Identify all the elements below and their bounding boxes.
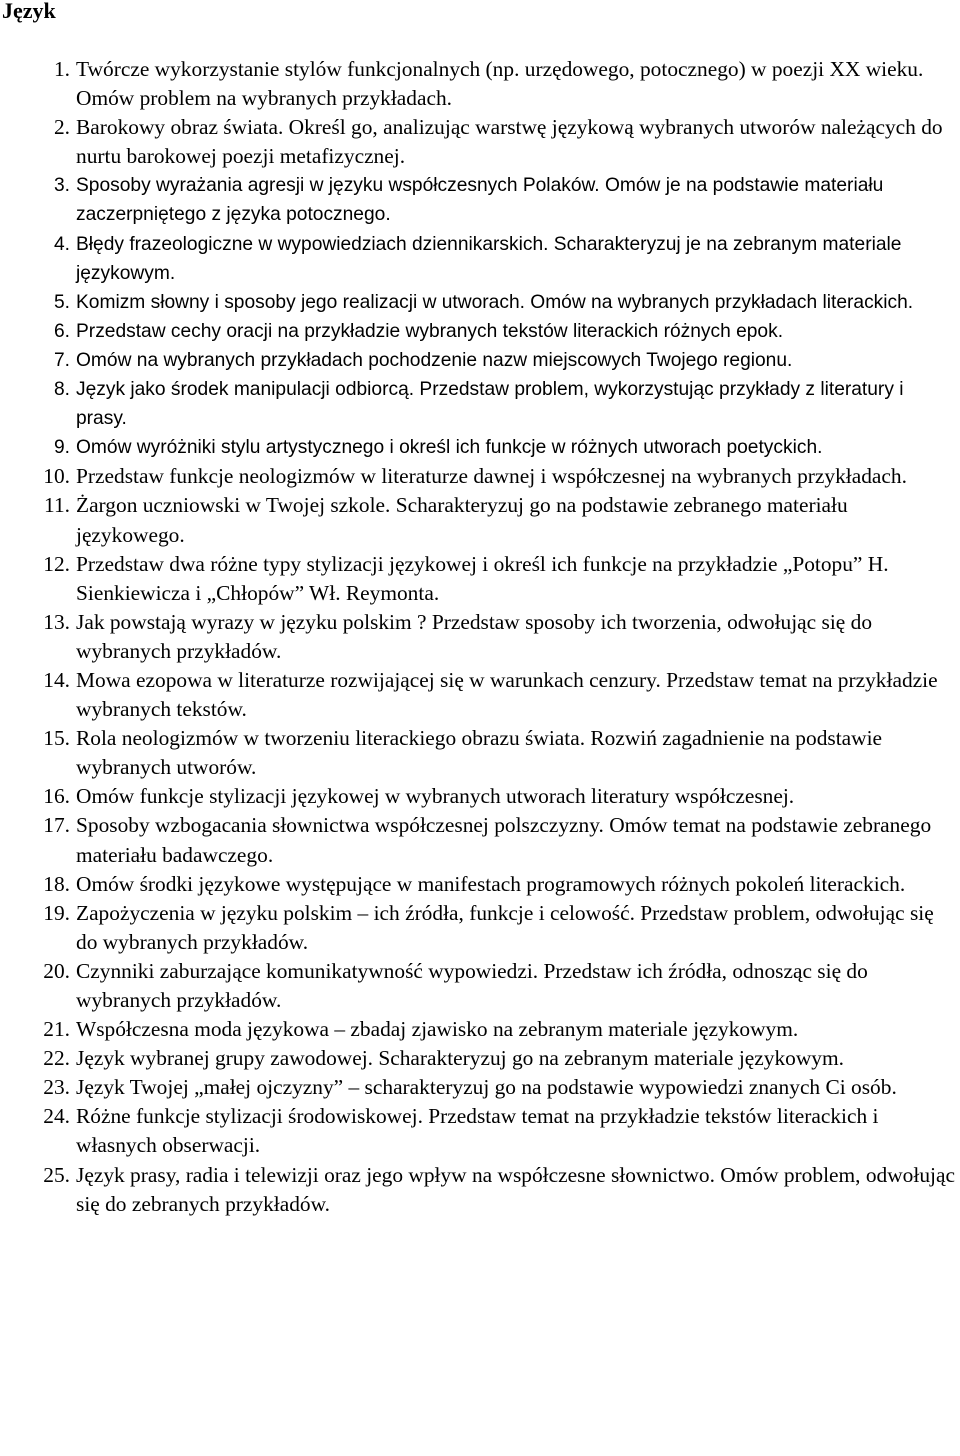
list-item [0,230,960,288]
list-item-text: Przedstaw funkcje neologizmów w literaturze dawnej i współczesnej na wybranych przykładach. [76,464,907,489]
list-item-text: Sposoby wzbogacania słownictwa współczesnej polszczyzny. Omów temat na podstawie zebranego materiału badawczego. [76,813,932,867]
list-item-number: 15. [43,726,70,751]
list-item [0,317,960,346]
list-item-text: Komizm słowny i sposoby jego realizacji w utworach. Omów na wybranych przykładach literackich. [76,291,914,313]
list-item-text: Omów funkcje stylizacji językowej w wybranych utworach literatury współczesnej. [76,784,795,809]
list-item-number: 14. [43,667,70,692]
list-item [0,346,960,375]
list-item-number: 11. [44,493,70,518]
list-item-number: 16. [43,784,70,809]
list-item [0,1044,960,1073]
list-item-number: 17. [43,813,70,838]
list-item-text: Rola neologizmów w tworzeniu literackiego obrazu świata. Rozwiń zagadnienie na podstawie wybranych utworów. [76,726,883,780]
list-item [0,957,960,1015]
list-item [0,666,960,724]
list-item-text: Sposoby wyrażania agresji w języku współczesnych Polaków. Omów je na podstawie materiału zaczerpniętego z języka potocznego. [76,175,884,226]
list-item-text: Język jako środek manipulacji odbiorcą. Przedstaw problem, wykorzystując przykłady z literatury i prasy. [76,379,904,430]
list-item-number: 5. [53,291,70,313]
list-item [0,811,960,869]
list-item-text: Żargon uczniowski w Twojej szkole. Scharakteryzuj go na podstawie zebranego materiału językowego. [76,493,848,547]
list-item [0,724,960,782]
list-item-number: 8. [53,379,70,401]
page-title: Język [2,0,56,23]
list-item-text: Zapożyczenia w języku polskim – ich źródła, funkcje i celowość. Przedstaw problem, odwołując się do wybranych przykładów. [76,900,934,954]
list-item-number: 13. [43,609,70,634]
list-item [0,55,960,113]
list-item-number: 24. [43,1104,70,1129]
list-item [0,870,960,899]
list-item-text: Twórcze wykorzystanie stylów funkcjonalnych (np. urzędowego, potocznego) w poezji XX wieku. Omów problem na wybranych przykładach. [76,57,924,111]
list-item-number: 19. [43,900,70,925]
topic-list [0,55,960,1219]
list-item-number: 20. [43,958,70,983]
list-item [0,608,960,666]
list-item-number: 18. [43,871,70,896]
list-item-text: Błędy frazeologiczne w wypowiedziach dziennikarskich. Scharakteryzuj je na zebranym materiale językowym. [76,233,902,284]
list-item-text: Język wybranej grupy zawodowej. Scharakteryzuj go na zebranym materiale językowym. [76,1046,844,1071]
list-item [0,491,960,549]
list-item-number: 6. [53,320,70,342]
list-item [0,171,960,229]
list-item [0,1161,960,1219]
list-item-text: Język Twojej „małej ojczyzny” – scharakteryzuj go na podstawie wypowiedzi znanych Ci osób. [76,1075,897,1100]
list-item-text: Mowa ezopowa w literaturze rozwijającej się w warunkach cenzury. Przedstaw temat na przykładzie wybranych tekstów. [76,667,938,722]
list-item-text: Język prasy, radia i telewizji oraz jego wpływ na współczesne słownictwo. Omów problem, odwołując się do zebranych przykładów. [76,1162,955,1216]
list-item-number: 25. [43,1162,70,1187]
list-item [0,288,960,317]
list-item-text: Omów wyróżniki stylu artystycznego i określ ich funkcje w różnych utworach poetyckich. [76,437,823,459]
list-item-text: Przedstaw cechy oracji na przykładzie wybranych tekstów literackich różnych epok. [76,320,784,342]
list-item [0,433,960,462]
list-item [0,550,960,608]
list-item-text: Jak powstają wyrazy w języku polskim ? Przedstaw sposoby ich tworzenia, odwołując się do wybranych przykładów. [76,609,873,663]
list-item-text: Współczesna moda językowa – zbadaj zjawisko na zebranym materiale językowym. [76,1017,799,1042]
list-item [0,375,960,433]
list-item-text: Omów na wybranych przykładach pochodzenie nazw miejscowych Twojego regionu. [76,349,793,371]
list-item-number: 12. [43,551,70,576]
list-item-number: 23. [43,1075,70,1100]
list-item [0,462,960,491]
list-item-number: 4. [53,233,70,255]
list-item-text: Omów środki językowe występujące w manifestach programowych różnych pokoleń literackich. [76,871,906,896]
list-item-number: 3. [53,175,70,197]
list-item [0,782,960,811]
list-item-number: 10. [43,464,70,489]
list-item-text: Czynniki zaburzające komunikatywność wypowiedzi. Przedstaw ich źródła, odnosząc się do wybranych przykładów. [76,958,868,1012]
list-item-number: 22. [43,1046,70,1071]
list-item-number: 7. [53,349,70,371]
list-item-text: Barokowy obraz świata. Określ go, analizując warstwę językową wybranych utworów należących do nurtu barokowej poezji metafizycznej. [76,115,943,169]
list-item [0,113,960,171]
list-item-text: Przedstaw dwa różne typy stylizacji językowej i określ ich funkcje na przykładzie „Potopu” H. Sienkiewicza i „Chłopów” Wł. Reymonta. [76,551,889,605]
list-item-number: 21. [43,1017,70,1042]
list-item [0,1073,960,1102]
list-item-text: Różne funkcje stylizacji środowiskowej. Przedstaw temat na przykładzie tekstów literackich i własnych obserwacji. [76,1104,879,1158]
list-item [0,899,960,957]
list-item-number: 9. [53,437,70,459]
list-item-number: 1. [53,57,70,81]
list-item [0,1015,960,1044]
list-item [0,1102,960,1160]
list-item-number: 2. [53,115,70,140]
